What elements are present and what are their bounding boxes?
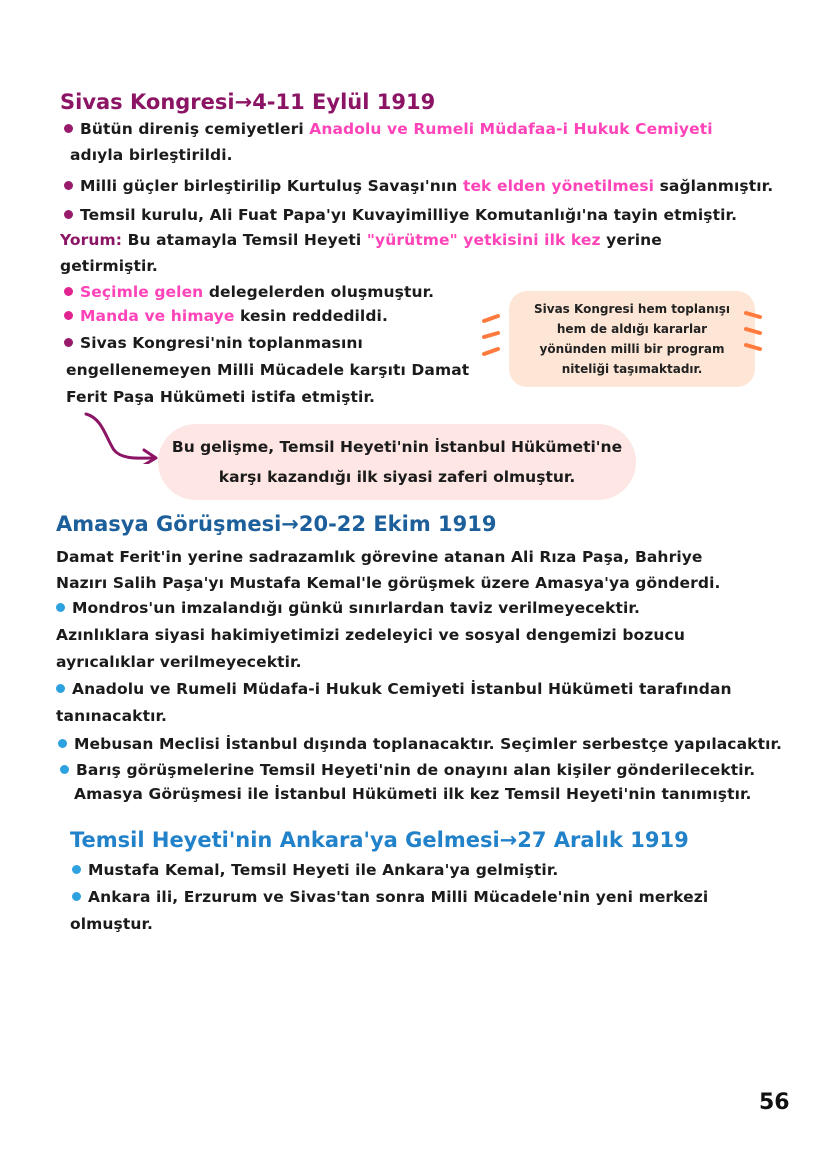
sivas-b4-text: delegelerden oluşmuştur. (203, 283, 435, 301)
ankara-b2-line2: olmuştur. (70, 915, 154, 933)
ankara-b1-text: Mustafa Kemal, Temsil Heyeti ile Ankara'ya gelmiştir. (88, 861, 559, 879)
bullet-dot (64, 338, 73, 347)
ankara-bullet-2 (72, 888, 708, 906)
sivas-b2-text-post: sağlanmıştır. (654, 177, 774, 195)
bullet-dot (56, 684, 65, 693)
ankara-bullet-1 (72, 861, 558, 879)
sivas-b1-highlight: Anadolu ve Rumeli Müdafaa-i Hukuk Cemiyeti (309, 120, 713, 138)
section-title-sivas: Sivas Kongresi→4-11 Eylül 1919 (60, 90, 436, 114)
section-title-ankara: Temsil Heyeti'nin Ankara'ya Gelmesi→27 Aralık 1919 (70, 828, 689, 852)
amasya-intro-line1: Damat Ferit'in yerine sadrazamlık görevine atanan Ali Rıza Paşa, Bahriye (56, 548, 703, 566)
bullet-dot (64, 287, 73, 296)
amasya-bullet-4 (60, 761, 755, 779)
sivas-bullet-4 (64, 283, 434, 301)
amasya-b1-line2: Azınlıklara siyasi hakimiyetimizi zedeleyici ve sosyal dengemizi bozucu (56, 626, 685, 644)
bullet-dot (72, 865, 81, 874)
zafer-callout (158, 424, 636, 500)
bullet-dot (72, 892, 81, 901)
bullet-dot (64, 210, 73, 219)
curved-arrow-icon (80, 408, 164, 464)
zafer-line-2: karşı kazandığı ilk siyasi zaferi olmuştur. (218, 468, 576, 486)
bullet-dot (64, 181, 73, 190)
amasya-b4-text: Barış görüşmelerine Temsil Heyeti'nin de onayını alan kişiler gönderilecektir. (76, 761, 756, 779)
yorum-highlight: "yürütme" yetkisini ilk kez (366, 231, 601, 249)
bullet-dot (64, 311, 73, 320)
amasya-b3-text: Mebusan Meclisi İstanbul dışında toplanacaktır. Seçimler serbestçe yapılacaktır. (74, 735, 783, 753)
sivas-yorum (60, 231, 662, 249)
bullet-dot (60, 765, 69, 774)
sivas-b6-line3: Ferit Paşa Hükümeti istifa etmiştir. (66, 388, 375, 406)
bullet-dot (58, 739, 67, 748)
amasya-b1-line3: ayrıcalıklar verilmeyecektir. (56, 653, 302, 671)
yorum-text-post: yerine (600, 231, 662, 249)
bullet-dot (64, 124, 73, 133)
amasya-b4-line2: Amasya Görüşmesi ile İstanbul Hükümeti ilk kez Temsil Heyeti'nin tanımıştır. (74, 785, 752, 803)
sivas-b6-line2: engellenemeyen Milli Mücadele karşıtı Damat (66, 361, 470, 379)
sivas-bullet-5 (64, 307, 388, 325)
amasya-b2-line2: tanınacaktır. (56, 707, 168, 725)
note-accent-right-icon (740, 308, 764, 354)
note-line-1: Sivas Kongresi hem toplanışı (533, 302, 730, 316)
sivas-bullet-3 (64, 206, 737, 224)
sivas-b5-text: kesin reddedildi. (234, 307, 388, 325)
ankara-b2-text: Ankara ili, Erzurum ve Sivas'tan sonra Milli Mücadele'nin yeni merkezi (88, 888, 709, 906)
sivas-note-box (509, 291, 755, 387)
note-line-2: hem de aldığı kararlar (556, 322, 708, 336)
sivas-b6-line1: Sivas Kongresi'nin toplanmasını (80, 334, 363, 352)
sivas-bullet-6 (64, 334, 363, 352)
sivas-b2-text: Milli güçler birleştirilip Kurtuluş Savaşı'nın (80, 177, 463, 195)
sivas-b3-text: Temsil kurulu, Ali Fuat Papa'yı Kuvayimilliye Komutanlığı'na tayin etmiştir. (80, 206, 738, 224)
bullet-dot (56, 603, 65, 612)
yorum-label: Yorum: (60, 231, 123, 249)
note-accent-left-icon (480, 312, 504, 358)
sivas-yorum-cont: getirmiştir. (60, 257, 158, 275)
page-number: 56 (759, 1090, 790, 1115)
sivas-b2-highlight: tek elden yönetilmesi (462, 177, 655, 195)
sivas-b1-cont: adıyla birleştirildi. (70, 146, 233, 164)
amasya-bullet-3 (58, 735, 782, 753)
amasya-b1-text: Mondros'un imzalandığı günkü sınırlardan taviz verilmeyecektir. (72, 599, 640, 617)
yorum-text: Bu atamayla Temsil Heyeti (122, 231, 367, 249)
amasya-intro-line2: Nazırı Salih Paşa'yı Mustafa Kemal'le görüşmek üzere Amasya'ya gönderdi. (56, 574, 721, 592)
amasya-bullet-1 (56, 599, 640, 617)
sivas-bullet-2 (64, 177, 773, 195)
sivas-b4-highlight: Seçimle gelen (80, 283, 204, 301)
note-line-3: yönünden milli bir program (539, 342, 725, 356)
amasya-bullet-2 (56, 680, 732, 698)
amasya-b2-text: Anadolu ve Rumeli Müdafa-i Hukuk Cemiyeti İstanbul Hükümeti tarafından (72, 680, 732, 698)
note-line-4: niteliği taşımaktadır. (561, 362, 703, 376)
sivas-b5-highlight: Manda ve himaye (80, 307, 235, 325)
sivas-bullet-1 (64, 120, 713, 138)
zafer-line-1: Bu gelişme, Temsil Heyeti'nin İstanbul Hükümeti'ne (171, 438, 623, 456)
section-title-amasya: Amasya Görüşmesi→20-22 Ekim 1919 (56, 512, 497, 536)
sivas-b1-text: Bütün direniş cemiyetleri (80, 120, 310, 138)
